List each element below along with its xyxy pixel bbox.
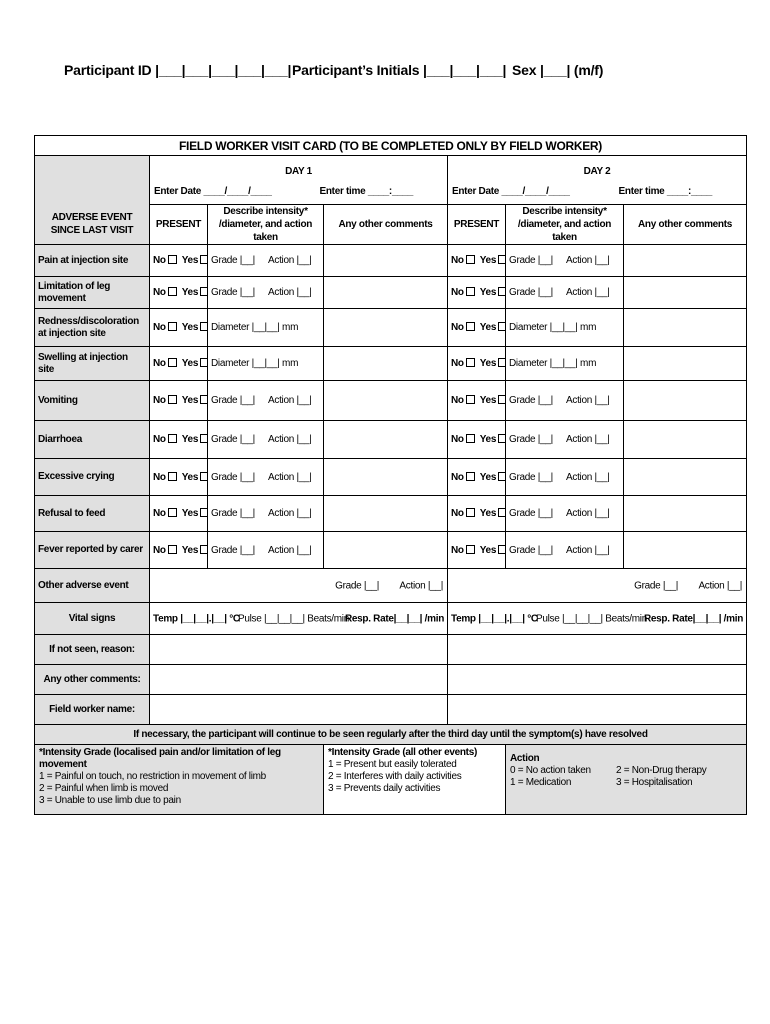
yes-label: Yes: [479, 287, 497, 298]
describe-day2-0[interactable]: [506, 245, 624, 277]
describe-day1-6[interactable]: [208, 459, 324, 496]
describe-day1-2[interactable]: [208, 309, 324, 347]
grade-field[interactable]: Grade |__|: [335, 580, 379, 591]
present-day2-3: [448, 347, 506, 381]
table-row: [35, 496, 747, 532]
participant-id-field[interactable]: Participant ID |___|___|___|___|___|: [64, 62, 292, 78]
legend-local-item: 2 = Painful when limb is moved: [39, 783, 169, 794]
yes-label: Yes: [479, 358, 497, 369]
comments-day1-4[interactable]: [324, 381, 448, 421]
other-event-day2[interactable]: [448, 569, 747, 603]
yes-label: Yes: [479, 434, 497, 445]
pulse-field[interactable]: Pulse |__|__|__| Beats/min: [536, 613, 647, 624]
legend-row: [35, 745, 747, 815]
grade-field[interactable]: Grade |__|: [509, 508, 553, 519]
legend-other-title: *Intensity Grade (all other events): [328, 747, 477, 758]
no-label: No: [153, 322, 166, 333]
any-other-comments-label: Any other comments:: [35, 665, 150, 695]
grade-field[interactable]: Grade |__|: [509, 471, 553, 483]
yes-checkbox[interactable]: [498, 395, 505, 404]
action-field[interactable]: Action |__|: [268, 434, 312, 445]
comments-day1-3[interactable]: [324, 347, 448, 381]
comments-day2-2[interactable]: [624, 309, 747, 347]
follow-up-note: If necessary, the participant will continue to be seen regularly after the third day until the symptom(s) have resolved: [35, 725, 747, 745]
yes-checkbox[interactable]: [200, 395, 207, 404]
any-other-comments-day1[interactable]: [150, 665, 448, 695]
col-comments-day1: Any other comments: [324, 205, 448, 245]
vital-signs-day1: [150, 603, 448, 635]
grade-field[interactable]: Grade |__|: [509, 544, 553, 556]
yes-checkbox[interactable]: [498, 508, 505, 517]
present-day2-1: [448, 277, 506, 309]
no-label: No: [153, 287, 166, 298]
grade-field[interactable]: Grade |__|: [634, 580, 679, 591]
action-field[interactable]: Action |__|: [566, 287, 610, 298]
participant-header: [64, 62, 724, 84]
no-checkbox[interactable]: [466, 255, 475, 264]
no-checkbox[interactable]: [168, 287, 177, 296]
no-checkbox[interactable]: [168, 358, 177, 367]
present-day1-1: [150, 277, 208, 309]
legend-local-item: 1 = Painful on touch, no restriction in movement of limb: [39, 771, 266, 782]
legend-local-item: 3 = Unable to use limb due to pain: [39, 795, 181, 806]
grade-field[interactable]: Grade |__|: [211, 255, 255, 266]
yes-checkbox[interactable]: [498, 255, 505, 264]
action-field[interactable]: Action |__|: [268, 287, 312, 298]
no-label: No: [451, 395, 464, 406]
table-row: [35, 245, 747, 277]
day1-header: [150, 156, 448, 205]
table-row: [35, 381, 747, 421]
no-label: No: [153, 358, 166, 369]
grade-field[interactable]: Grade |__|: [211, 434, 255, 445]
action-field[interactable]: Action |__|: [566, 508, 610, 519]
day2-header: [448, 156, 747, 205]
comments-day1-8[interactable]: [324, 532, 448, 569]
legend-action-item: 3 = Hospitalisation: [616, 777, 693, 788]
other-event-day1[interactable]: [150, 569, 448, 603]
adverse-event-label: Limitation of leg movement: [35, 277, 150, 309]
action-field[interactable]: Action |__|: [566, 255, 610, 266]
yes-label: Yes: [479, 508, 497, 519]
any-other-comments-day2[interactable]: [448, 665, 747, 695]
present-day1-3: [150, 347, 208, 381]
comments-day2-4[interactable]: [624, 381, 747, 421]
no-label: No: [153, 471, 166, 483]
diameter-field[interactable]: Diameter |__|__| mm: [509, 322, 597, 333]
field-worker-name-row: [35, 695, 747, 725]
adverse-event-label: Redness/discoloration at injection site: [35, 309, 150, 347]
yes-checkbox[interactable]: [200, 472, 207, 481]
no-checkbox[interactable]: [466, 545, 475, 554]
adverse-event-label: Excessive crying: [35, 459, 150, 496]
field-worker-name-day2[interactable]: [448, 695, 747, 725]
yes-checkbox[interactable]: [200, 508, 207, 517]
describe-day2-6[interactable]: [506, 459, 624, 496]
legend-other-item: 1 = Present but easily tolerated: [328, 759, 457, 770]
yes-label: Yes: [181, 395, 199, 406]
grade-field[interactable]: Grade |__|: [509, 395, 553, 406]
describe-day1-3[interactable]: [208, 347, 324, 381]
not-seen-reason-label: If not seen, reason:: [35, 635, 150, 665]
yes-label: Yes: [479, 322, 497, 333]
adverse-event-label: Diarrhoea: [35, 421, 150, 459]
no-label: No: [153, 544, 166, 556]
grade-field[interactable]: Grade |__|: [211, 508, 255, 519]
comments-day2-1[interactable]: [624, 277, 747, 309]
legend-other-item: 3 = Prevents daily activities: [328, 783, 441, 794]
no-checkbox[interactable]: [168, 395, 177, 404]
describe-day1-7[interactable]: [208, 496, 324, 532]
yes-label: Yes: [181, 287, 199, 298]
describe-day1-4[interactable]: [208, 381, 324, 421]
no-label: No: [153, 508, 166, 519]
present-day2-8: [448, 532, 506, 569]
diameter-field[interactable]: Diameter |__|__| mm: [211, 322, 299, 333]
action-field[interactable]: Action |__|: [566, 544, 610, 556]
legend-action-title: Action: [510, 753, 540, 764]
yes-label: Yes: [181, 471, 199, 483]
yes-checkbox[interactable]: [200, 434, 207, 443]
yes-checkbox[interactable]: [498, 434, 505, 443]
adverse-event-label: Pain at injection site: [35, 245, 150, 277]
legend-local-title: *Intensity Grade (localised pain and/or limitation of leg movement: [39, 747, 281, 770]
col-describe-day2: Describe intensity* /diameter, and action taken: [506, 205, 624, 245]
action-field[interactable]: Action |__|: [399, 580, 443, 591]
yes-checkbox[interactable]: [498, 287, 505, 296]
col-adverse-event: ADVERSE EVENT SINCE LAST VISIT: [35, 205, 150, 245]
action-field[interactable]: Action |__|: [268, 471, 312, 483]
diameter-field[interactable]: Diameter |__|__| mm: [509, 358, 597, 369]
present-day2-0: [448, 245, 506, 277]
table-row: [35, 277, 747, 309]
grade-field[interactable]: Grade |__|: [509, 255, 553, 266]
no-checkbox[interactable]: [168, 545, 177, 554]
day1-label: DAY 1: [285, 166, 312, 177]
yes-checkbox[interactable]: [498, 358, 505, 367]
no-checkbox[interactable]: [466, 322, 475, 331]
yes-label: Yes: [181, 508, 199, 519]
vital-signs-label: Vital signs: [35, 603, 150, 635]
no-label: No: [451, 544, 464, 556]
no-checkbox[interactable]: [168, 508, 177, 517]
no-checkbox[interactable]: [168, 322, 177, 331]
comments-day2-5[interactable]: [624, 421, 747, 459]
describe-day1-0[interactable]: [208, 245, 324, 277]
yes-label: Yes: [479, 395, 497, 406]
yes-checkbox[interactable]: [200, 287, 207, 296]
legend-other-intensity: [324, 745, 506, 815]
action-field[interactable]: Action |__|: [566, 471, 610, 483]
describe-day2-7[interactable]: [506, 496, 624, 532]
no-checkbox[interactable]: [466, 358, 475, 367]
other-adverse-event-row: [35, 569, 747, 603]
no-label: No: [451, 287, 464, 298]
no-label: No: [451, 255, 464, 266]
no-label: No: [451, 471, 464, 483]
no-label: No: [451, 322, 464, 333]
grade-field[interactable]: Grade |__|: [211, 544, 255, 556]
comments-day2-3[interactable]: [624, 347, 747, 381]
describe-day2-4[interactable]: [506, 381, 624, 421]
col-present-day2: PRESENT: [448, 205, 506, 245]
day1-enter-date[interactable]: Enter Date ____/____/____: [154, 186, 272, 197]
no-checkbox[interactable]: [466, 434, 475, 443]
present-day1-0: [150, 245, 208, 277]
yes-checkbox[interactable]: [498, 322, 505, 331]
card-title: FIELD WORKER VISIT CARD (TO BE COMPLETED ONLY BY FIELD WORKER): [35, 136, 747, 156]
action-field[interactable]: Action |__|: [566, 434, 610, 445]
legend-action-pair: [510, 765, 742, 777]
no-checkbox[interactable]: [466, 508, 475, 517]
no-checkbox[interactable]: [168, 434, 177, 443]
no-label: No: [451, 508, 464, 519]
present-day2-4: [448, 381, 506, 421]
present-day1-4: [150, 381, 208, 421]
vital-signs-row: [35, 603, 747, 635]
resp-rate-field[interactable]: Resp. Rate|__|__| /min: [344, 613, 444, 624]
no-checkbox[interactable]: [466, 472, 475, 481]
participant-initials-field[interactable]: Participant’s Initials |___|___|___|: [292, 62, 507, 78]
comments-day1-7[interactable]: [324, 496, 448, 532]
present-day2-2: [448, 309, 506, 347]
present-day1-6: [150, 459, 208, 496]
day1-enter-time[interactable]: Enter time ____:____: [319, 186, 413, 197]
yes-checkbox[interactable]: [498, 472, 505, 481]
table-row: [35, 421, 747, 459]
field-worker-name-day1[interactable]: [150, 695, 448, 725]
describe-day1-5[interactable]: [208, 421, 324, 459]
vital-signs-day2: [448, 603, 747, 635]
yes-label: Yes: [479, 255, 497, 266]
comments-day2-6[interactable]: [624, 459, 747, 496]
legend-action-item: 2 = Non-Drug therapy: [616, 765, 707, 776]
legend-action-item: 1 = Medication: [510, 777, 572, 788]
yes-checkbox[interactable]: [200, 255, 207, 264]
pulse-field[interactable]: Pulse |__|__|__| Beats/min: [238, 613, 349, 624]
resp-rate-field[interactable]: Resp. Rate|__|__| /min: [643, 613, 744, 624]
legend-action-pair: [510, 777, 742, 789]
day2-enter-time[interactable]: Enter time ____:____: [618, 186, 713, 197]
table-row: [35, 309, 747, 347]
not-seen-reason-day1[interactable]: [150, 635, 448, 665]
no-label: No: [451, 358, 464, 369]
action-field[interactable]: Action |__|: [566, 395, 610, 406]
describe-day1-8[interactable]: [208, 532, 324, 569]
present-day2-5: [448, 421, 506, 459]
adverse-event-label: Refusal to feed: [35, 496, 150, 532]
not-seen-reason-day2[interactable]: [448, 635, 747, 665]
yes-label: Yes: [479, 544, 497, 556]
yes-label: Yes: [181, 358, 199, 369]
yes-label: Yes: [479, 471, 497, 483]
action-field[interactable]: Action |__|: [268, 508, 312, 519]
present-day1-5: [150, 421, 208, 459]
diameter-field[interactable]: Diameter |__|__| mm: [211, 358, 299, 369]
any-other-comments-row: [35, 665, 747, 695]
comments-day1-0[interactable]: [324, 245, 448, 277]
no-label: No: [153, 255, 166, 266]
no-label: No: [153, 434, 166, 445]
grade-field[interactable]: Grade |__|: [211, 471, 255, 483]
describe-day2-3[interactable]: [506, 347, 624, 381]
sex-field[interactable]: Sex |___| (m/f): [512, 62, 604, 78]
no-checkbox[interactable]: [168, 255, 177, 264]
describe-day2-8[interactable]: [506, 532, 624, 569]
yes-label: Yes: [181, 434, 199, 445]
action-field[interactable]: Action |__|: [268, 395, 312, 406]
describe-day1-1[interactable]: [208, 277, 324, 309]
grade-field[interactable]: Grade |__|: [211, 287, 255, 298]
day2-label: DAY 2: [583, 166, 611, 177]
temp-field[interactable]: Temp |__|__|.|__| °C: [451, 613, 538, 624]
yes-checkbox[interactable]: [498, 545, 505, 554]
no-checkbox[interactable]: [466, 287, 475, 296]
day2-enter-date[interactable]: Enter Date ____/____/____: [452, 186, 570, 197]
no-label: No: [153, 395, 166, 406]
not-seen-reason-row: [35, 635, 747, 665]
col-describe-day1: Describe intensity* /diameter, and action taken: [208, 205, 324, 245]
describe-day2-2[interactable]: [506, 309, 624, 347]
describe-day2-1[interactable]: [506, 277, 624, 309]
legend-other-item: 2 = Interferes with daily activities: [328, 771, 462, 782]
temp-field[interactable]: Temp |__|__|.|__| °C: [153, 613, 240, 624]
action-field[interactable]: Action |__|: [698, 580, 743, 591]
grade-field[interactable]: Grade |__|: [509, 434, 553, 445]
legend-local-intensity: [35, 745, 324, 815]
yes-label: Yes: [181, 255, 199, 266]
grade-field[interactable]: Grade |__|: [211, 395, 255, 406]
comments-day1-2[interactable]: [324, 309, 448, 347]
legend-action: [506, 745, 747, 815]
grade-field[interactable]: Grade |__|: [509, 287, 553, 298]
field-worker-visit-card: [34, 135, 747, 815]
yes-checkbox[interactable]: [200, 358, 207, 367]
other-adverse-event-label: Other adverse event: [35, 569, 150, 603]
field-worker-name-label: Field worker name:: [35, 695, 150, 725]
present-day2-6: [448, 459, 506, 496]
no-label: No: [451, 434, 464, 445]
col-comments-day2: Any other comments: [624, 205, 747, 245]
present-day2-7: [448, 496, 506, 532]
no-checkbox[interactable]: [466, 395, 475, 404]
present-day1-7: [150, 496, 208, 532]
yes-checkbox[interactable]: [200, 545, 207, 554]
legend-action-item: 0 = No action taken: [510, 765, 591, 776]
comments-day1-1[interactable]: [324, 277, 448, 309]
col-present-day1: PRESENT: [150, 205, 208, 245]
comments-day2-7[interactable]: [624, 496, 747, 532]
comments-day2-8[interactable]: [624, 532, 747, 569]
comments-day1-6[interactable]: [324, 459, 448, 496]
no-checkbox[interactable]: [168, 472, 177, 481]
yes-label: Yes: [181, 544, 199, 556]
table-row: [35, 532, 747, 569]
action-field[interactable]: Action |__|: [268, 255, 312, 266]
table-row: [35, 347, 747, 381]
table-row: [35, 459, 747, 496]
present-day1-8: [150, 532, 208, 569]
yes-checkbox[interactable]: [200, 322, 207, 331]
describe-day2-5[interactable]: [506, 421, 624, 459]
comments-day2-0[interactable]: [624, 245, 747, 277]
adverse-event-label: Fever reported by carer: [35, 532, 150, 569]
adverse-event-label: Swelling at injection site: [35, 347, 150, 381]
present-day1-2: [150, 309, 208, 347]
comments-day1-5[interactable]: [324, 421, 448, 459]
action-field[interactable]: Action |__|: [268, 544, 312, 556]
adverse-event-label: Vomiting: [35, 381, 150, 421]
yes-label: Yes: [181, 322, 199, 333]
